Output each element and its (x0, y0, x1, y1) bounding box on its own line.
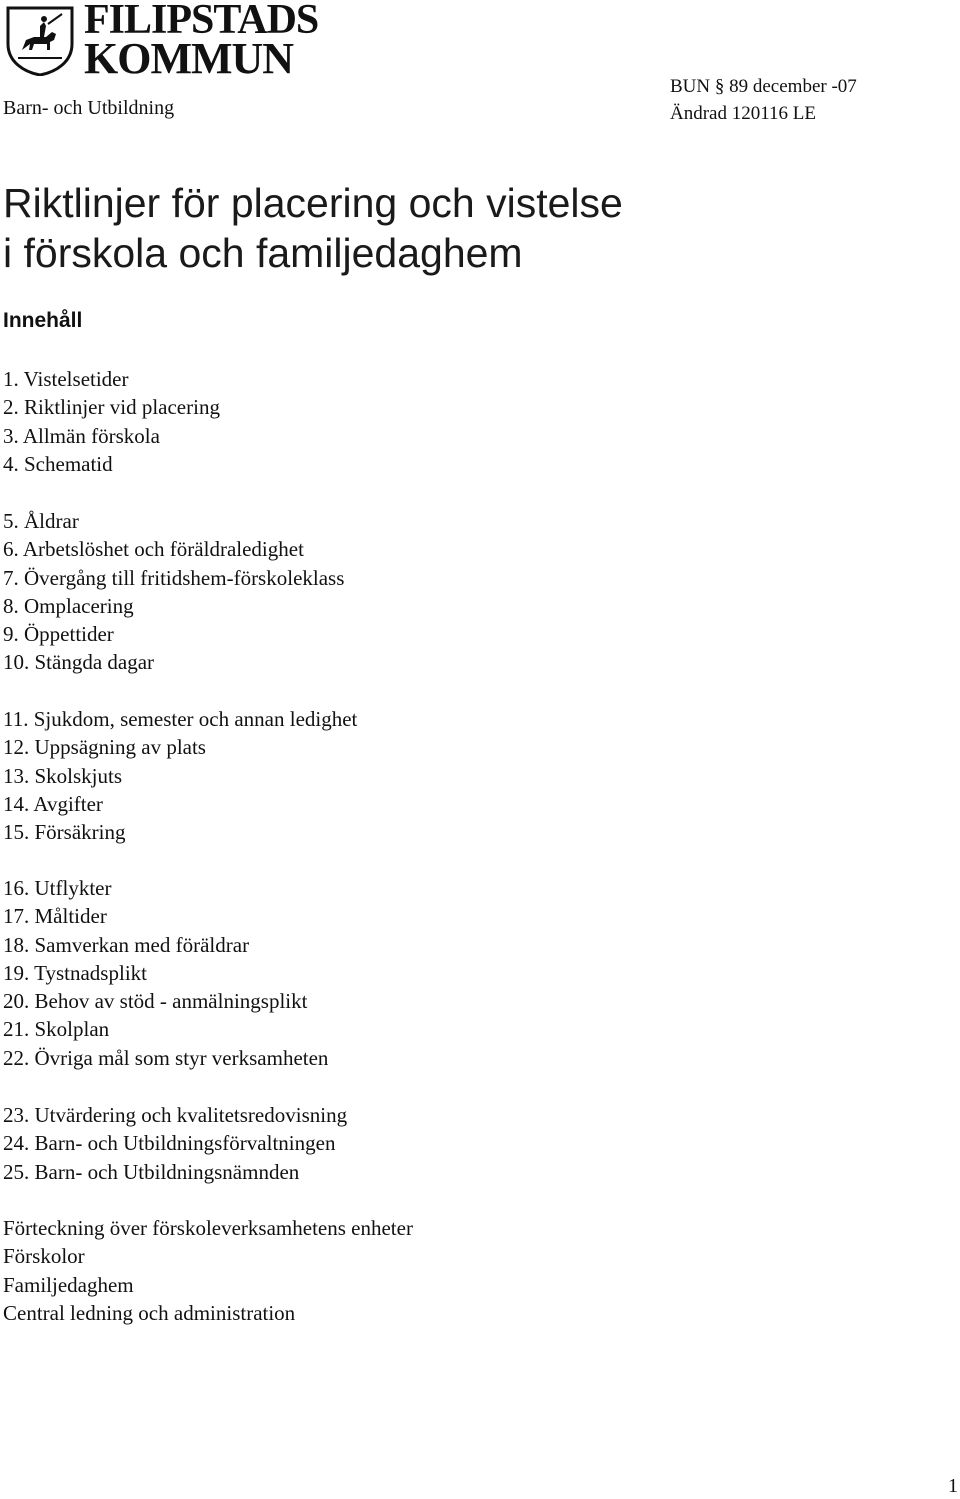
toc-group (3, 874, 328, 1072)
title-line: i förskola och familjedaghem (3, 230, 523, 276)
logo-text-line2: KOMMUN (84, 34, 294, 83)
toc-item: 17. Måltider (3, 904, 107, 929)
appendix-item: Förteckning över förskoleverksamhetens enheter (3, 1216, 413, 1240)
document-title (3, 178, 623, 278)
toc-heading: Innehåll (3, 309, 83, 332)
toc-item: 9. Öppettider (3, 622, 114, 647)
toc-item: 15. Försäkring (3, 820, 126, 845)
toc-item: 7. Övergång till fritidshem-förskoleklass (3, 565, 345, 590)
toc-item: 11. Sjukdom, semester och annan ledighet (3, 707, 358, 731)
toc-item: 12. Uppsägning av plats (3, 735, 206, 760)
toc-item: 22. Övriga mål som styr verksamheten (3, 1045, 329, 1070)
toc-group (3, 705, 357, 846)
toc-group (3, 1101, 347, 1186)
appendix-item: Förskolor (3, 1244, 85, 1269)
toc-item: 23. Utvärdering och kvalitetsredovisning (3, 1103, 348, 1127)
toc-item: 4. Schematid (3, 451, 113, 476)
toc-item: 6. Arbetslöshet och föräldraledighet (3, 537, 304, 562)
reference-line: BUN § 89 december -07 (670, 76, 857, 97)
page-number: 1 (948, 1475, 958, 1497)
appendix-list (3, 1214, 413, 1327)
department-name: Barn- och Utbildning (3, 97, 175, 119)
appendix-item: Central ledning och administration (3, 1300, 296, 1325)
toc-item: 16. Utflykter (3, 876, 112, 900)
toc-item: 10. Stängda dagar (3, 650, 155, 675)
toc-item: 25. Barn- och Utbildningsnämnden (3, 1159, 300, 1184)
municipality-logo (4, 0, 344, 82)
document-reference (670, 73, 857, 127)
toc-item: 3. Allmän förskola (3, 423, 160, 448)
toc-item: 5. Åldrar (3, 509, 79, 533)
toc-item: 13. Skolskjuts (3, 763, 123, 788)
logo-text-line1: FILIPSTADS (84, 0, 319, 43)
toc-item: 20. Behov av stöd - anmälningsplikt (3, 989, 308, 1014)
toc-item: 19. Tystnadsplikt (3, 960, 147, 985)
appendix-item: Familjedaghem (3, 1272, 134, 1297)
toc-item: 18. Samverkan med föräldrar (3, 932, 250, 957)
title-line: Riktlinjer för placering och vistelse (3, 180, 623, 226)
toc-item: 1. Vistelsetider (3, 367, 129, 391)
revision-line: Ändrad 120116 LE (670, 103, 816, 124)
toc-item: 8. Omplacering (3, 593, 134, 618)
toc-item: 2. Riktlinjer vid placering (3, 395, 220, 420)
toc-group (3, 365, 220, 478)
toc-item: 21. Skolplan (3, 1017, 110, 1042)
coat-of-arms-icon (4, 4, 76, 76)
toc-item: 24. Barn- och Utbildningsförvaltningen (3, 1131, 336, 1156)
toc-item: 14. Avgifter (3, 791, 103, 816)
toc-group (3, 507, 344, 677)
